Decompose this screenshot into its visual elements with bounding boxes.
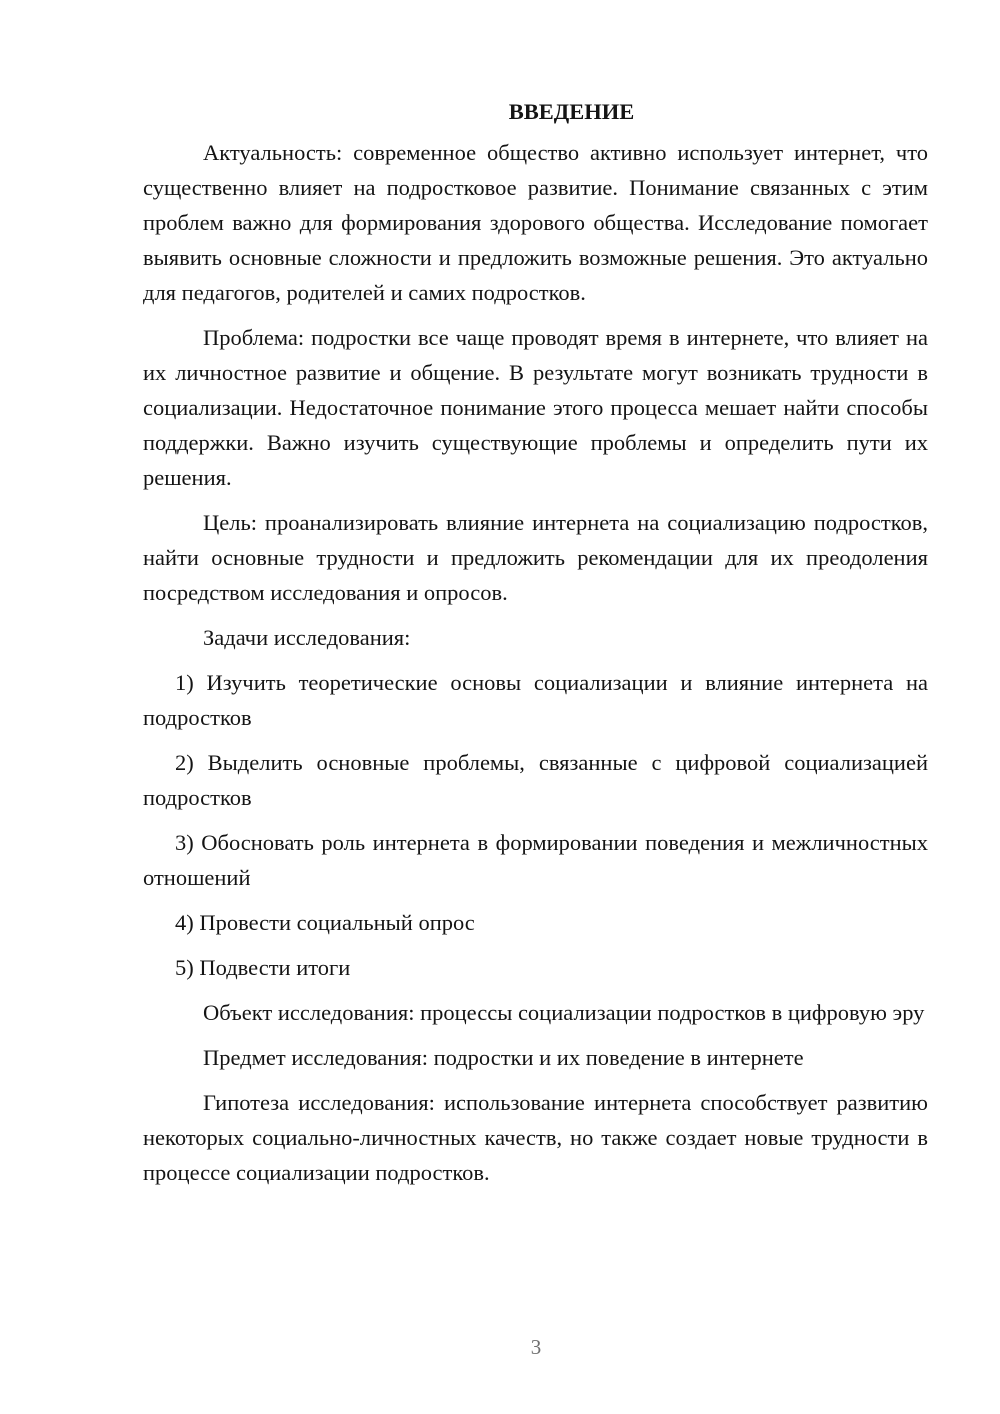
- task-item: 3) Обосновать роль интернета в формировании поведения и межличностных отношений: [143, 830, 928, 890]
- hypothesis-paragraph: Гипотеза исследования: использование интернета способствует развитию некоторых социально-личностных качеств, но также создает новые трудности в процессе социализации подростков.: [143, 1090, 928, 1185]
- subject-paragraph: Предмет исследования: подростки и их поведение в интернете: [203, 1045, 804, 1070]
- section-heading: ВВЕДЕНИЕ: [508, 99, 635, 124]
- task-item: 2) Выделить основные проблемы, связанные с цифровой социализацией подростков: [143, 750, 928, 810]
- task-item: 5) Подвести итоги: [175, 955, 351, 980]
- document-body: [143, 94, 928, 1200]
- task-item: 4) Провести социальный опрос: [175, 910, 475, 935]
- goal-paragraph: Цель: проанализировать влияние интернета на социализацию подростков, найти основные трудности и предложить рекомендации для их преодоления посредством исследования и опросов.: [143, 510, 928, 605]
- tasks-title: Задачи исследования:: [203, 625, 411, 650]
- object-paragraph: Объект исследования: процессы социализации подростков в цифровую эру: [203, 1000, 925, 1025]
- problem-paragraph: Проблема: подростки все чаще проводят время в интернете, что влияет на их личностное развитие и общение. В результате могут возникать трудности в социализации. Недостаточное понимание этого процесса мешает найти способы поддержки. Важно изучить существующие проблемы и определить пути их решения.: [143, 325, 928, 490]
- page-number: 3: [530, 1335, 542, 1359]
- task-item: 1) Изучить теоретические основы социализации и влияние интернета на подростков: [143, 670, 928, 730]
- relevance-paragraph: Актуальность: современное общество активно использует интернет, что существенно влияет на подростковое развитие. Понимание связанных с этим проблем важно для формирования здорового общества. Исследование помогает выявить основные сложности и предложить возможные решения. Это актуально для педагогов, родителей и самих подростков.: [143, 140, 928, 305]
- tasks-list: [143, 665, 928, 985]
